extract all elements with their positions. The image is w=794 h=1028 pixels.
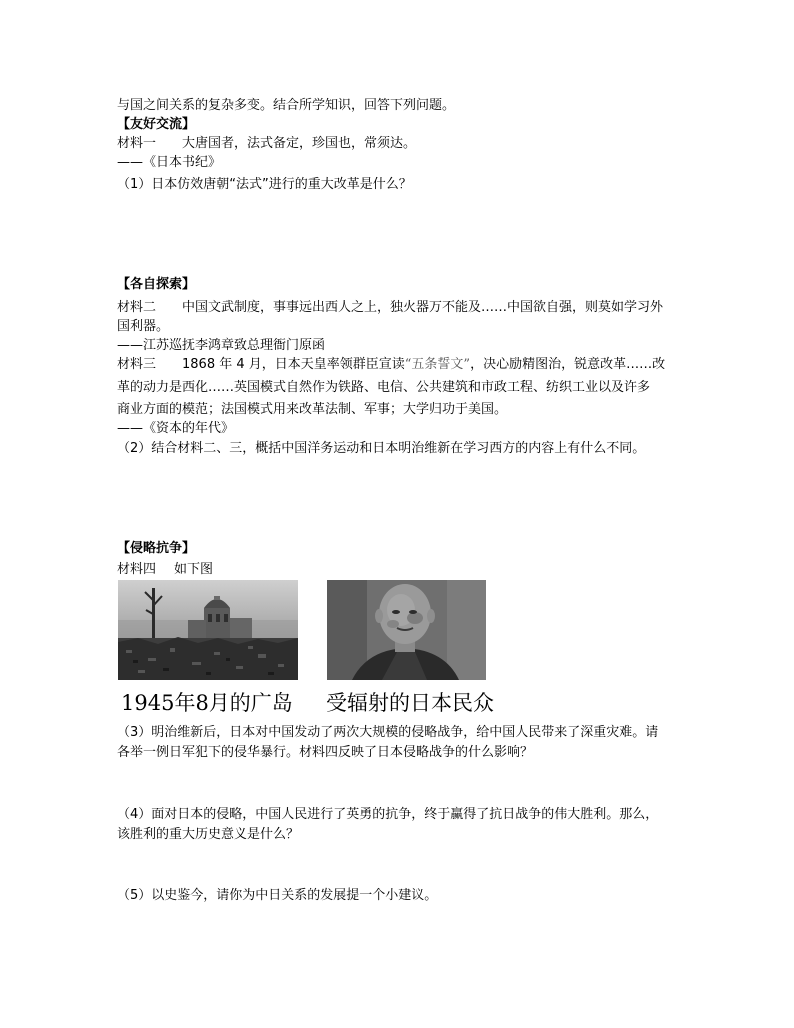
question-2: （2）结合材料二、三，概括中国洋务运动和日本明治维新在学习西方的内容上有什么不同。 bbox=[117, 441, 646, 456]
material-2-source: ——江苏巡抚李鸿章致总理衙门原函 bbox=[117, 338, 326, 353]
material-2-line-2: 国利器。 bbox=[117, 319, 170, 334]
material-1-label: 材料一 bbox=[117, 136, 157, 151]
material-3-quote: “五条誓文” bbox=[404, 357, 471, 372]
material-3-source: ——《资本的年代》 bbox=[117, 421, 235, 436]
material-1-text: 大唐国者，法式备定，珍国也，常须达。 bbox=[182, 136, 417, 151]
radiation-victim-photo bbox=[327, 580, 486, 680]
material-3-line-2: 革的动力是西化……英国模式自然作为铁路、电信、公共建筑和市政工程、纺织工业以及许多 bbox=[117, 380, 651, 395]
material-1 bbox=[117, 135, 416, 153]
photo-1-caption: 1945年8月的广岛 bbox=[121, 691, 293, 715]
material-3-label: 材料三 bbox=[117, 357, 157, 372]
question-4-line-2: 该胜利的重大历史意义是什么？ bbox=[117, 827, 300, 842]
material-2-line-1 bbox=[117, 299, 663, 317]
material-3-text-a: 1868 年 4 月，日本天皇率领群臣宣读 bbox=[182, 357, 405, 372]
photo-2-caption: 受辐射的日本民众 bbox=[326, 691, 494, 715]
intro-text: 与国之间关系的复杂多变。结合所学知识，回答下列问题。 bbox=[117, 98, 456, 113]
question-1: （1）日本仿效唐朝“法式”进行的重大改革是什么？ bbox=[117, 177, 412, 192]
hiroshima-ruins-photo bbox=[118, 580, 298, 680]
material-2-label: 材料二 bbox=[117, 300, 157, 315]
section-heading-friendly-exchange: 【友好交流】 bbox=[117, 117, 196, 132]
material-4-text: 如下图 bbox=[174, 562, 214, 577]
material-4 bbox=[117, 561, 213, 579]
section-heading-separate-exploration: 【各自探索】 bbox=[117, 277, 196, 292]
material-3-text-b: ，决心励精图治，锐意改革……改 bbox=[470, 357, 666, 372]
material-4-label: 材料四 bbox=[117, 562, 157, 577]
question-3-line-2: 各举一例日军犯下的侵华暴行。材料四反映了日本侵略战争的什么影响？ bbox=[117, 745, 534, 760]
material-3-line-3: 商业方面的模范；法国模式用来改革法制、军事；大学归功于美国。 bbox=[117, 402, 508, 417]
question-5: （5）以史鉴今，请你为中日关系的发展提一个小建议。 bbox=[117, 888, 438, 903]
material-1-source: ——《日本书纪》 bbox=[117, 155, 222, 170]
section-heading-aggression-resistance: 【侵略抗争】 bbox=[117, 541, 196, 556]
question-3-line-1: （3）明治维新后，日本对中国发动了两次大规模的侵略战争，给中国人民带来了深重灾难。请 bbox=[117, 725, 659, 740]
material-2-text: 中国文武制度，事事远出西人之上，独火器万不能及……中国欲自强，则莫如学习外 bbox=[182, 300, 664, 315]
material-3-line-1 bbox=[117, 356, 665, 374]
question-4-line-1: （4）面对日本的侵略，中国人民进行了英勇的抗争，终于赢得了抗日战争的伟大胜利。那么， bbox=[117, 807, 659, 822]
